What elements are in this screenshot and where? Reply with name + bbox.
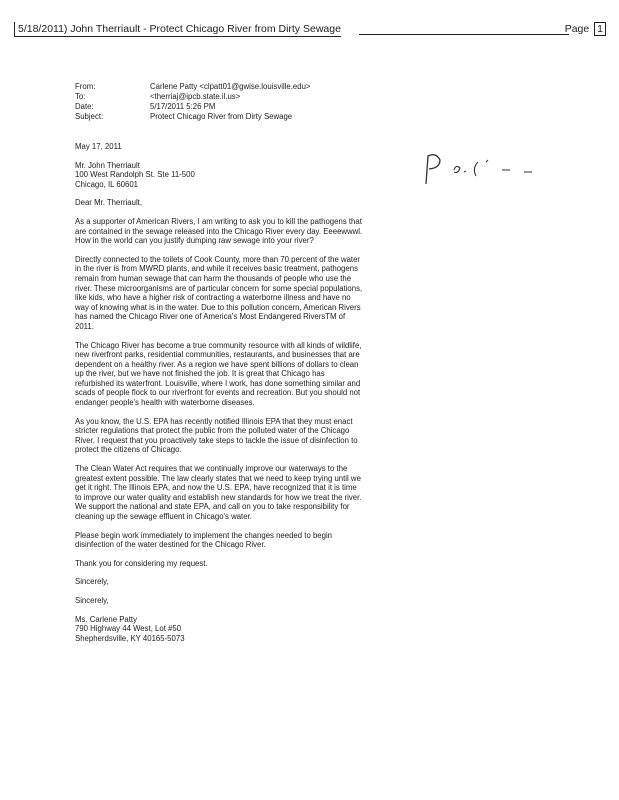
page-number: 1 bbox=[594, 22, 606, 36]
salutation: Dear Mr. Therriault, bbox=[75, 198, 143, 208]
address-line: 100 West Randolph St. Ste 11-500 bbox=[75, 170, 195, 180]
paragraph: As a supporter of American Rivers, I am writing to ask you to kill the pathogens that are contained in the sewage released into the Chicago River every day. Eeeewwwl. How in the world can you justify dumping raw sewage into your river? bbox=[75, 216, 363, 246]
recipient-address bbox=[75, 161, 365, 190]
meta-subject bbox=[75, 112, 310, 122]
header-title: 5/18/2011) John Therriault - Protect Chicago River from Dirty Sewage bbox=[14, 22, 341, 37]
signature-line: 790 Highway 44 West, Lot #50 bbox=[75, 624, 182, 634]
date-value: 5/17/2011 5:26 PM bbox=[150, 102, 216, 111]
signature-line: Shepherdsville, KY 40165-5073 bbox=[75, 633, 185, 643]
paragraph: The Clean Water Act requires that we continually improve our waterways to the greatest extent possible. The law clearly states that we need to keep trying until we get it right. The Illinois EPA, and now the U.S. EPA, have recognized that it is time to improve our water quality and establish new standards for how we treat the river. We support the national and state EPA, and call on you to take responsibility for cleaning up the sewage effluent in Chicago's water. bbox=[75, 464, 362, 521]
page-indicator bbox=[565, 22, 606, 36]
letter-date: May 17, 2011 bbox=[75, 142, 122, 151]
meta-to bbox=[75, 92, 310, 102]
paragraph: Thank you for considering my request. bbox=[75, 558, 208, 568]
subject-value: Protect Chicago River from Dirty Sewage bbox=[150, 112, 293, 121]
from-value: Carlene Patty <clpatt01@gwise.louisville.edu> bbox=[150, 82, 311, 91]
handwritten-note-icon bbox=[420, 150, 550, 190]
paragraph: As you know, the U.S. EPA has recently notified Illinois EPA that they must enact stricter regulations that protect the public from the polluted water of the Chicago River. I request that you proactively take steps to tackle the issue of disinfection to protect the citizens of Chicago. bbox=[75, 416, 358, 455]
paragraph: Sincerely, bbox=[75, 595, 109, 605]
meta-from bbox=[75, 82, 310, 92]
paragraph: Sincerely, bbox=[75, 577, 109, 587]
paragraph: Please begin work immediately to implement the changes needed to begin disinfection of the water destined for the Chicago River. bbox=[75, 530, 333, 550]
document-header bbox=[14, 22, 606, 38]
signature-line: Ms. Carlene Patty bbox=[75, 614, 137, 624]
letter-body bbox=[75, 142, 365, 643]
address-line: Chicago, IL 60601 bbox=[75, 179, 138, 189]
address-line: Mr. John Therriault bbox=[75, 160, 140, 170]
page-label: Page bbox=[564, 23, 590, 35]
to-value: <therriaj@ipcb.state.il.us> bbox=[150, 92, 241, 101]
date-label: Date: bbox=[75, 102, 94, 111]
paragraph: Directly connected to the toilets of Cook County, more than 70 percent of the water in the river is from MWRD plants, and while it receives basic treatment, pathogens remain from human sewage that can harm the thousands of people who use the river. These microorganisms are of particular concern for some special populations, like kids, who have a higher risk of contracting a waterborne illness and have no way of knowing what is in the water. Due to this pollution concern, American Rivers has named the Chicago River one of America's Most Endangered RiversTM of 2011. bbox=[75, 254, 363, 331]
signature-block bbox=[75, 615, 365, 644]
email-metadata bbox=[75, 82, 310, 122]
paragraph: The Chicago River has become a true community resource with all kinds of wildlife, new riverfront parks, residential communities, restaurants, and businesses that are dependent on a healthy river. As a region we have spent billions of dollars to clean up the river, but we have not finished the job. It is great that Chicago has refurbished its waterfront. Louisville, where I work, has done something similar and scads of people flock to our riverfront for events and recreation. But you should not endanger people's health with waterborne diseases. bbox=[75, 340, 362, 408]
header-rule bbox=[359, 34, 569, 35]
meta-date bbox=[75, 102, 310, 112]
subject-label: Subject: bbox=[75, 112, 104, 121]
from-label: From: bbox=[75, 82, 96, 91]
to-label: To: bbox=[75, 92, 86, 101]
handwritten-note bbox=[420, 150, 550, 195]
